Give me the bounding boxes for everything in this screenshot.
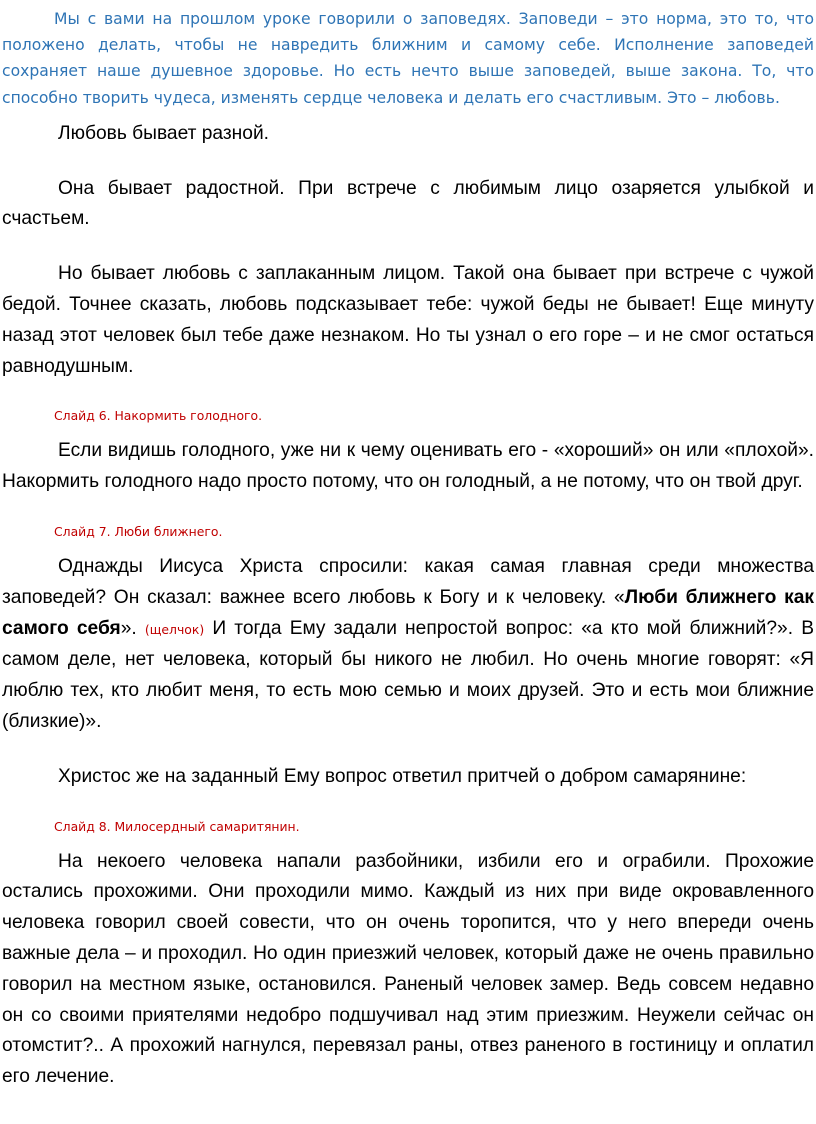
paragraph-text: Однажды Иисуса Христа спросили: какая самая главная среди множества заповедей? Он сказал: важнее всего любовь к Богу и к человеку. « xyxy=(2,555,814,608)
paragraph-love-neighbor xyxy=(2,552,814,738)
paragraph-feed-hungry: Если видишь голодного, уже ни к чему оценивать его - «хороший» он или «плохой». Накормить голодного надо просто потому, что он голодный, а не потому, что он твой друг. xyxy=(2,440,814,493)
slide-6-label: Слайд 6. Накормить голодного. xyxy=(54,408,263,424)
paragraph-text: ». xyxy=(120,617,145,639)
paragraph-samaritan-story: На некоего человека напали разбойники, избили его и ограбили. Прохожие остались прохожими. Они проходили мимо. Каждый из них при виде окровавленного человека говорил своей совести, что он очень торопится, что у него впереди очень важные дела – и проходил. Но один приезжий человек, который даже не очень правильно говорил на местном языке, остановился. Раненый человек замер. Ведь совсем недавно он со своими приятелями недобро подшучивал над этим приезжим. Неужели сейчас он отомстит?.. А прохожий нагнулся, перевязал раны, отвез раненого в гостиницу и оплатил его лечение. xyxy=(2,850,814,1088)
paragraph-love-varies: Любовь бывает разной. xyxy=(58,122,269,144)
paragraph-parable-intro: Христос же на заданный Ему вопрос ответил притчей о добром самарянине: xyxy=(58,765,747,787)
commandment-quote: Люби ближнего как самого себя xyxy=(2,586,815,639)
click-note: (щелчок) xyxy=(144,621,205,637)
slide-8-label: Слайд 8. Милосердный самаритянин. xyxy=(54,818,300,834)
slide-7-label: Слайд 7. Люби ближнего. xyxy=(54,523,223,539)
paragraph-joyful-love: Она бывает радостной. При встрече с любимым лицо озаряется улыбкой и счастьем. xyxy=(2,177,814,230)
intro-paragraph: Мы с вами на прошлом уроке говорили о заповедях. Заповеди – это норма, это то, что положено делать, чтобы не навредить ближним и самому себе. Исполнение заповедей сохраняет наше душевное здоровье. Но есть нечто выше заповедей, выше закона. То, что способно творить чудеса, изменять сердце человека и делать его счастливым. Это – любовь. xyxy=(2,10,814,107)
paragraph-text: И тогда Ему задали непростой вопрос: «а кто мой ближний?». В самом деле, нет человека, который бы никого не любил. Но очень многие говорят: «Я люблю тех, кто любит меня, то есть мою семью и моих друзей. Это и есть мои ближние (близкие)». xyxy=(2,617,815,732)
paragraph-tearful-love: Но бывает любовь с заплаканным лицом. Такой она бывает при встрече с чужой бедой. Точнее сказать, любовь подсказывает тебе: чужой беды не бывает! Еще минуту назад этот человек был тебе даже незнаком. Но ты узнал о его горе – и не смог остаться равнодушным. xyxy=(2,263,814,377)
